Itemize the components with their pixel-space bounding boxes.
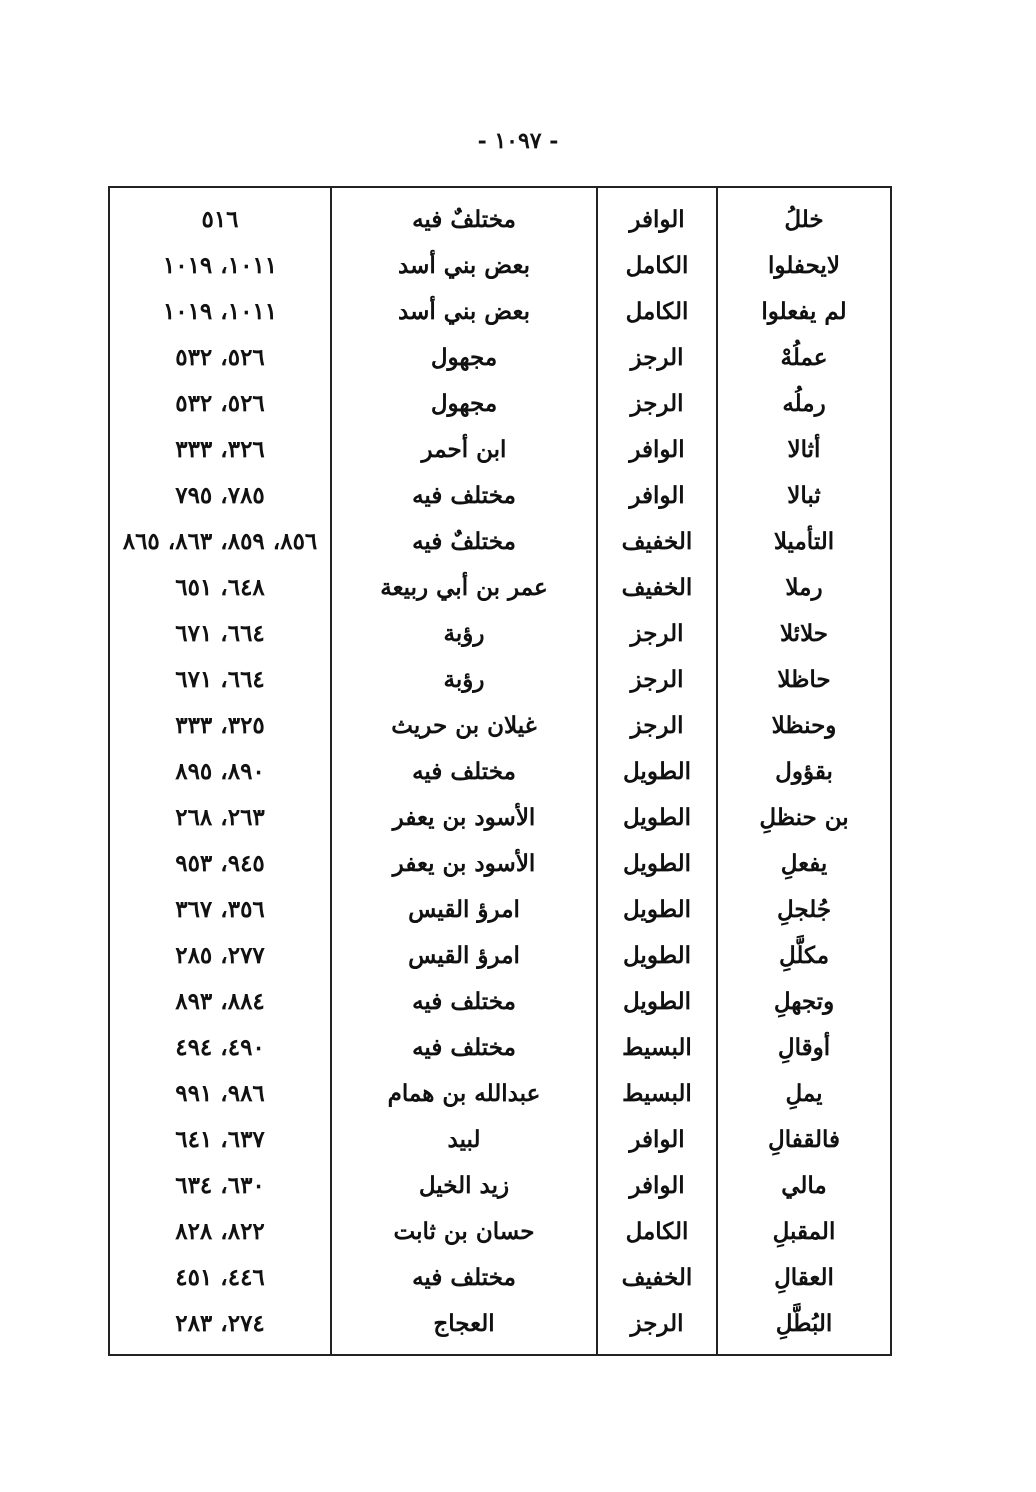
pages-cell: ٣٢٦، ٣٣٣ [109,426,331,472]
table-row [109,426,891,472]
poet-cell: الأسود بن يعفر [331,840,597,886]
table-row [109,564,891,610]
rhyme-cell: المقبلِ [717,1208,891,1254]
meter-cell: الوافر [597,187,717,242]
pages-cell: ٨٩٠، ٨٩٥ [109,748,331,794]
meter-cell: الوافر [597,1116,717,1162]
table-row [109,472,891,518]
pages-cell: ١٠١١، ١٠١٩ [109,242,331,288]
rhyme-cell: أثالا [717,426,891,472]
rhyme-cell: لايحفلوا [717,242,891,288]
poet-cell: غيلان بن حريث [331,702,597,748]
rhyme-cell: مالي [717,1162,891,1208]
rhyme-cell: يملِ [717,1070,891,1116]
pages-cell: ٩٨٦، ٩٩١ [109,1070,331,1116]
table-row [109,840,891,886]
meter-cell: الطويل [597,886,717,932]
rhyme-cell: أوقالِ [717,1024,891,1070]
table-row [109,1254,891,1300]
poet-cell: مختلف فيه [331,978,597,1024]
table-row [109,1116,891,1162]
pages-cell: ٤٤٦، ٤٥١ [109,1254,331,1300]
table-row [109,187,891,242]
pages-cell: ٣٢٥، ٣٣٣ [109,702,331,748]
table-row [109,242,891,288]
table-row [109,1208,891,1254]
meter-cell: الرجز [597,1300,717,1355]
rhyme-cell: بقؤول [717,748,891,794]
poet-cell: بعض بني أسد [331,242,597,288]
pages-cell: ٦٤٨، ٦٥١ [109,564,331,610]
table-row [109,702,891,748]
meter-cell: الطويل [597,932,717,978]
meter-cell: الطويل [597,748,717,794]
table-row [109,334,891,380]
rhyme-cell: لم يفعلوا [717,288,891,334]
poet-cell: لبيد [331,1116,597,1162]
pages-cell: ٥٢٦، ٥٣٢ [109,334,331,380]
pages-cell: ٢٧٧، ٢٨٥ [109,932,331,978]
rhyme-cell: جُلجلِ [717,886,891,932]
rhyme-cell: خللُ [717,187,891,242]
pages-cell: ٩٤٥، ٩٥٣ [109,840,331,886]
table-row [109,610,891,656]
poet-cell: امرؤ القيس [331,932,597,978]
pages-cell: ٥١٦ [109,187,331,242]
table-row [109,886,891,932]
poet-cell: مختلفٌ فيه [331,518,597,564]
pages-cell: ٦٦٤، ٦٧١ [109,656,331,702]
rhyme-cell: رملُه [717,380,891,426]
meter-cell: الرجز [597,610,717,656]
rhyme-cell: وحنظلا [717,702,891,748]
poet-cell: مختلف فيه [331,1024,597,1070]
poet-cell: مجهول [331,334,597,380]
pages-cell: ٦٣٧، ٦٤١ [109,1116,331,1162]
pages-cell: ٨٢٢، ٨٢٨ [109,1208,331,1254]
pages-cell: ٦٦٤، ٦٧١ [109,610,331,656]
meter-cell: البسيط [597,1024,717,1070]
table-row [109,1024,891,1070]
meter-cell: البسيط [597,1070,717,1116]
table-row [109,794,891,840]
rhyme-cell: عملُهْ [717,334,891,380]
table-row [109,748,891,794]
meter-cell: الوافر [597,426,717,472]
meter-cell: الخفيف [597,518,717,564]
table-body [109,187,891,1355]
table-row [109,932,891,978]
pages-cell: ١٠١١، ١٠١٩ [109,288,331,334]
meter-cell: الكامل [597,242,717,288]
meter-cell: الرجز [597,334,717,380]
pages-cell: ٦٣٠، ٦٣٤ [109,1162,331,1208]
rhyme-cell: وتجهلِ [717,978,891,1024]
meter-cell: الخفيف [597,1254,717,1300]
meter-cell: الخفيف [597,564,717,610]
meter-cell: الكامل [597,288,717,334]
meter-cell: الطويل [597,978,717,1024]
rhyme-cell: رملا [717,564,891,610]
table-row [109,1162,891,1208]
meter-cell: الطويل [597,794,717,840]
rhyme-cell: حلائلا [717,610,891,656]
table-row [109,656,891,702]
rhyme-cell: فالقفالِ [717,1116,891,1162]
rhyme-cell: ثبالا [717,472,891,518]
meter-cell: الوافر [597,1162,717,1208]
pages-cell: ٥٢٦، ٥٣٢ [109,380,331,426]
poet-cell: عمر بن أبي ربيعة [331,564,597,610]
poet-cell: مختلف فيه [331,472,597,518]
pages-cell: ٢٧٤، ٢٨٣ [109,1300,331,1355]
table-row [109,518,891,564]
poet-cell: مختلف فيه [331,1254,597,1300]
table-row [109,288,891,334]
poet-cell: رؤبة [331,656,597,702]
pages-cell: ٣٥٦، ٣٦٧ [109,886,331,932]
pages-cell: ٢٦٣، ٢٦٨ [109,794,331,840]
poet-cell: ابن أحمر [331,426,597,472]
meter-cell: الرجز [597,656,717,702]
poet-cell: مختلفٌ فيه [331,187,597,242]
poet-cell: العجاج [331,1300,597,1355]
poet-cell: عبدالله بن همام [331,1070,597,1116]
meter-cell: الوافر [597,472,717,518]
pages-cell: ٨٥٦، ٨٥٩، ٨٦٣، ٨٦٥ [109,518,331,564]
poet-cell: رؤبة [331,610,597,656]
poet-cell: الأسود بن يعفر [331,794,597,840]
page-number: - ١٠٩٧ - [477,128,559,154]
poet-cell: بعض بني أسد [331,288,597,334]
table-row [109,1070,891,1116]
rhyme-cell: العقالِ [717,1254,891,1300]
pages-cell: ٤٩٠، ٤٩٤ [109,1024,331,1070]
poet-cell: مجهول [331,380,597,426]
meter-cell: الكامل [597,1208,717,1254]
poet-cell: امرؤ القيس [331,886,597,932]
poet-cell: زيد الخيل [331,1162,597,1208]
meter-cell: الرجز [597,380,717,426]
meter-cell: الرجز [597,702,717,748]
poet-cell: حسان بن ثابت [331,1208,597,1254]
rhyme-cell: مكلَّلِ [717,932,891,978]
poetry-index-table [108,186,892,1356]
table-row [109,978,891,1024]
rhyme-cell: التأميلا [717,518,891,564]
rhyme-cell: البُطَّلِ [717,1300,891,1355]
table-row [109,380,891,426]
poet-cell: مختلف فيه [331,748,597,794]
rhyme-cell: بن حنظلِ [717,794,891,840]
table-row [109,1300,891,1355]
meter-cell: الطويل [597,840,717,886]
pages-cell: ٨٨٤، ٨٩٣ [109,978,331,1024]
rhyme-cell: يفعلِ [717,840,891,886]
rhyme-cell: حاظلا [717,656,891,702]
pages-cell: ٧٨٥، ٧٩٥ [109,472,331,518]
